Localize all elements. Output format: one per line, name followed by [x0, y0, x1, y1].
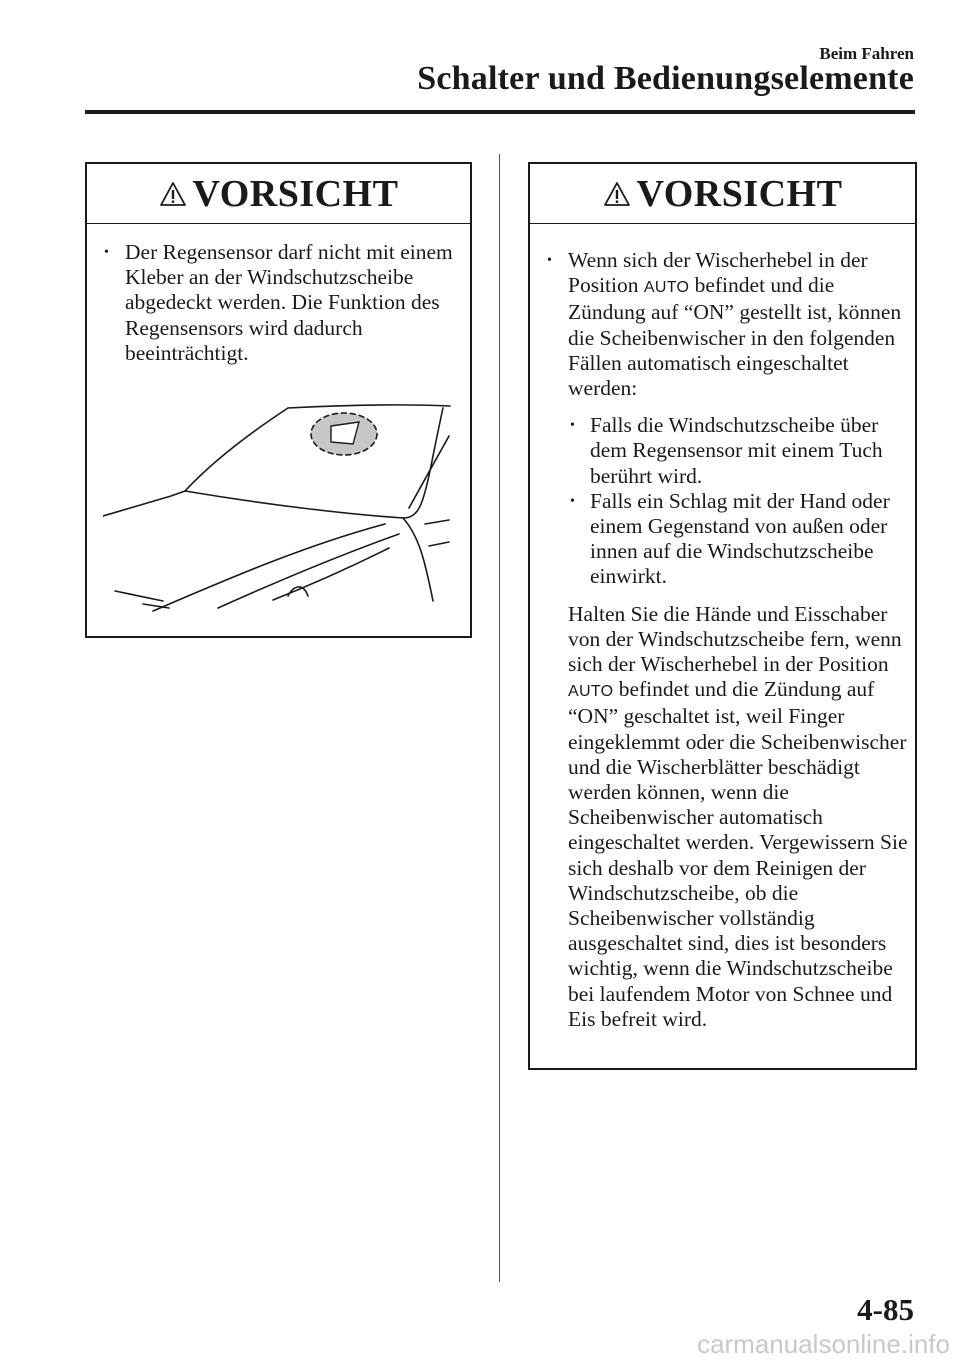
list-item: [530, 248, 915, 401]
caution-box-right: [528, 162, 917, 1070]
sub-list-item: [530, 413, 915, 489]
windshield-rain-sensor-illustration: [103, 396, 453, 626]
bullet-icon: •: [570, 418, 575, 434]
sub-list-item-text: Falls ein Schlag mit der Hand oder einem Gegenstand von außen oder innen auf die Windschutzscheibe einwirkt.: [590, 488, 890, 589]
caution-body: [87, 240, 457, 366]
watermark: carmanualsonline.info: [697, 1329, 950, 1359]
warning-triangle-icon: [159, 181, 187, 207]
sub-list-item: [530, 489, 915, 590]
column-divider: [499, 154, 500, 1282]
list-item-text: Der Regensensor darf nicht mit einem Kleber an der Windschutzscheibe abgedeckt werden. Die Funktion des Regensensors wird dadurch beeinträchtigt.: [125, 240, 453, 365]
section-label: Beim Fahren: [819, 44, 914, 63]
page-title: Schalter und Bedienungselemente: [417, 60, 914, 97]
list-item-text: befindet und die Zündung auf “ON” gestellt ist, können die Scheibenwischer in den folgenden Fällen automatisch eingeschaltet werden:: [568, 273, 902, 401]
warning-triangle-icon: [603, 181, 631, 207]
page-number: 4-85: [857, 1292, 914, 1327]
paragraph-text: befindet und die Zündung auf “ON” geschaltet ist, weil Finger eingeklemmt oder die Scheibenwischer und die Wischerblätter beschädigt werden können, wenn die Scheibenwischer automatisch eingeschaltet werden. Vergewissern Sie sich deshalb vor dem Reinigen der Windschutzscheibe, ob die Scheibenwischer vollständig ausgeschaltet sind, dies ist besonders wichtig, wenn die Windschutzscheibe bei laufendem Motor von Schnee und Eis befreit wird.: [568, 677, 908, 1031]
bullet-icon: •: [570, 493, 575, 509]
auto-position-label: AUTO: [568, 683, 614, 701]
sub-list-item-text: Falls die Windschutzscheibe über dem Regensensor mit einem Tuch berührt wird.: [590, 413, 883, 488]
warning-paragraph: [530, 602, 915, 1032]
paragraph-text: Halten Sie die Hände und Eisschaber von der Windschutzscheibe fern, wenn sich der Wischerhebel in der Position: [568, 601, 902, 677]
list-item: [87, 240, 457, 366]
caution-heading: VORSICHT: [192, 172, 399, 215]
caution-body: [530, 248, 915, 1032]
header-rule: [85, 110, 915, 114]
caution-header: [530, 164, 915, 224]
bullet-icon: •: [547, 253, 552, 268]
caution-box-left: [85, 162, 472, 638]
bullet-icon: •: [104, 245, 109, 260]
caution-heading: VORSICHT: [636, 172, 843, 215]
list-item-text: Wenn sich der Wischerhebel in der Position: [568, 248, 868, 298]
auto-position-label: AUTO: [643, 279, 690, 297]
caution-header: [87, 164, 470, 224]
